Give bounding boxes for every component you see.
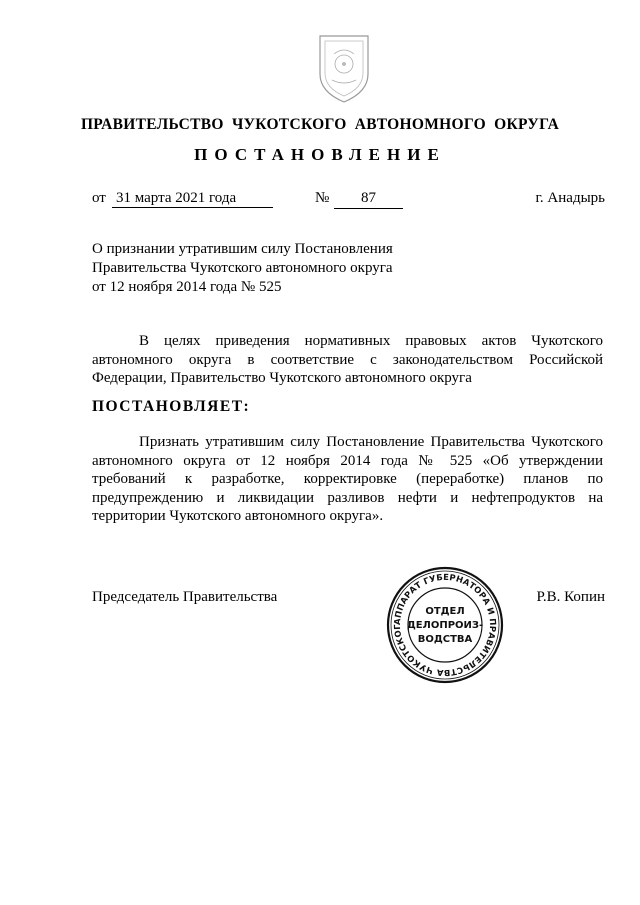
stamp-line: ОТДЕЛ [425,606,465,617]
date-prefix: от [92,190,106,206]
document-type: ПОСТАНОВЛЕНИЕ [194,145,446,164]
preamble-paragraph: В целях приведения нормативных правовых актов Чукотского автономного округа в соответствие с законодательством Российской Федерации, Правительство Чукотского автономного округа [92,333,603,386]
document-number: 87 [334,190,403,209]
signatory-position: Председатель Правительства [92,589,278,605]
subject-line: от 12 ноября 2014 года № 525 [92,279,282,295]
subject-line: Правительства Чукотского автономного округа [92,260,393,276]
official-stamp [385,565,505,685]
stamp-line: ВОДСТВА [417,634,473,645]
signatory-name: Р.В. Копин [536,589,605,605]
organization-title: ПРАВИТЕЛЬСТВО ЧУКОТСКОГО АВТОНОМНОГО ОКРУГА [80,116,560,133]
coat-of-arms-icon [312,30,376,106]
subject-line: О признании утратившим силу Постановления [92,241,393,257]
city: г. Анадырь [535,190,605,206]
document-subject [92,240,393,297]
stamp-ring-text: АППАРАТ ГУБЕРНАТОРА И ПРАВИТЕЛЬСТВА ЧУКОТСКОГ [391,571,499,679]
document-date: 31 марта 2021 года [112,190,273,208]
resolution-paragraph: Признать утратившим силу Постановление Правительства Чукотского автономного округа от 12 ноября 2014 года № 525 «Об утверждении требований к разработке, корректировке (переработке) планов по предупреждению и ликвидации разливов нефти и нефтепродуктов на территории Чукотского автономного округа». [92,434,603,524]
stamp-line: ДЕЛОПРОИЗ- [406,620,484,631]
number-sign: № [315,190,330,206]
resolves-heading: ПОСТАНОВЛЯЕТ: [92,398,251,415]
